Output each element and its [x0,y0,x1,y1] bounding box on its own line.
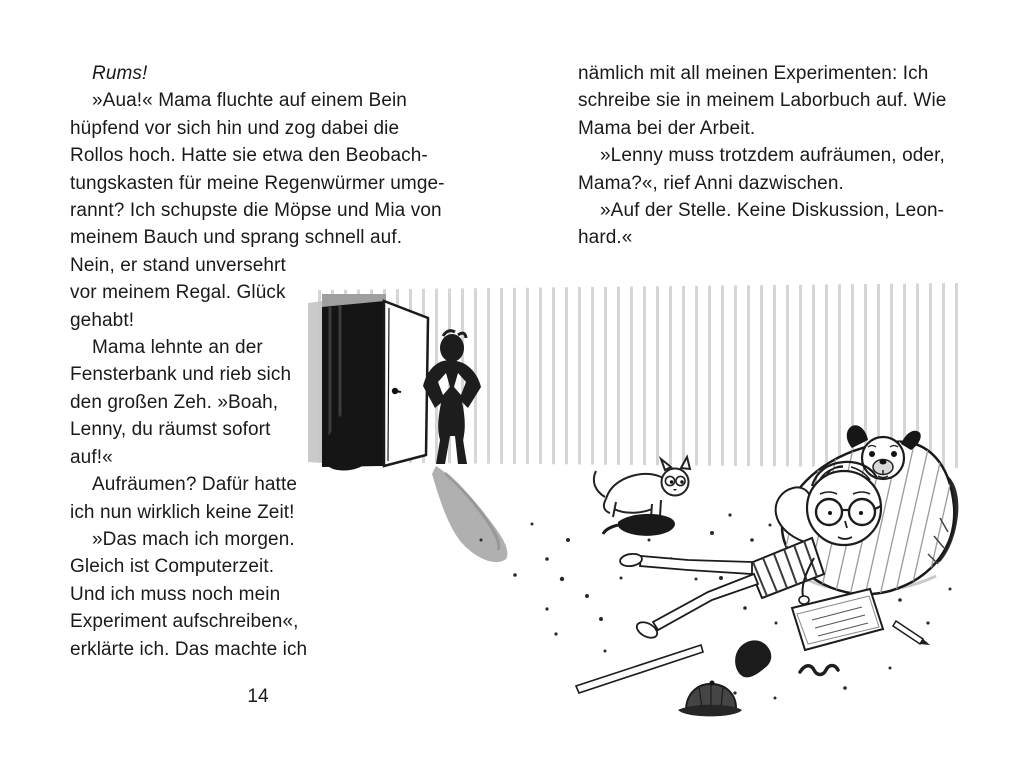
boy-leg-upper [640,556,752,574]
text-line: gehabt! [70,309,135,331]
right-text-column [578,60,958,252]
illustration [300,278,965,738]
boy-head [807,471,881,545]
text-line: den großen Zeh. »Boah, [70,391,279,413]
stick [576,645,703,693]
text-line: hard.« [578,227,633,249]
cat [594,457,690,518]
text-line: Mama bei der Arbeit. [578,117,756,139]
text-line: »Lenny muss trotzdem aufräumen, oder, [600,145,945,167]
sock [735,640,771,677]
text-line: meinem Bauch und sprang schnell auf. [70,227,403,249]
page-number: 14 [247,686,269,707]
text-line: »Aua!« Mama fluchte auf einem Bein [92,90,407,112]
text-line: Experiment aufschreiben«, [70,611,299,633]
text-line: »Auf der Stelle. Keine Diskussion, Leon- [600,200,945,222]
boy-arm-behind-head [776,487,812,544]
text-line: auf!« [70,446,113,468]
text-line: Mama lehnte an der [92,337,263,359]
text-line: schreibe sie in meinem Laborbuch auf. Wie [578,90,947,112]
text-line: Nein, er stand unversehrt [70,254,286,276]
text-line: nämlich mit all meinen Experimenten: Ich [578,63,929,84]
text-line: Mama?«, rief Anni dazwischen. [578,172,844,194]
text-line: Aufräumen? Dafür hatte [92,474,297,496]
pencil [893,621,930,645]
cap [678,681,742,717]
text-line: Lenny, du räumst sofort [70,419,271,441]
text-line: vor meinem Regal. Glück [70,282,286,304]
boy-leg-lower [653,574,758,630]
floor-shadow [432,466,507,562]
text-line: hüpfend vor sich hin und zog dabei die [70,117,400,139]
text-line: Gleich ist Computerzeit. [70,556,275,578]
worm-scribble [800,666,838,675]
text-line: erklärte ich. Das machte ich [70,638,308,660]
text-line: Und ich muss noch mein [70,583,281,605]
text-line: tungskasten für meine Regenwürmer umge- [70,172,445,194]
text-line: Fensterbank und rieb sich [70,364,292,386]
text-line: »Das mach ich morgen. [92,528,295,550]
text-line: Rollos hoch. Hatte sie etwa den Beobach- [70,145,428,167]
text-line: rannt? Ich schupste die Möpse und Mia von [70,200,442,222]
text-line: ich nun wirklich keine Zeit! [70,501,295,523]
text-line: Rums! [92,63,148,84]
